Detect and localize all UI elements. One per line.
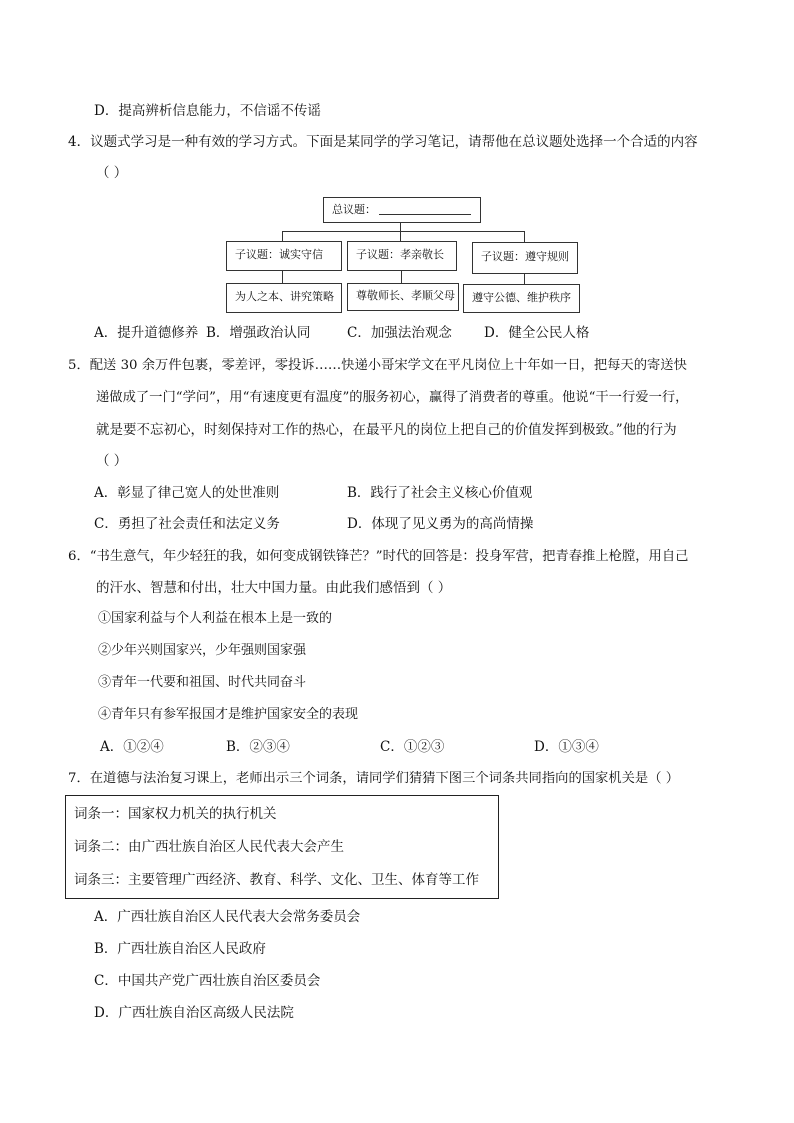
q6-option-d: D．①③④ [534,739,599,755]
q5-option-b: B．践行了社会主义核心价值观 [347,485,533,501]
diagram-connector [282,231,524,232]
q3-option-d: D．提高辨析信息能力，不信谣不传谣 [94,103,321,119]
q6-stem-line-1: 6．“书生意气，年少轻狂的我，如何变成钢铁锋芒？”时代的回答是：投身军营，把青春推上枪膛，用自己 [68,549,689,564]
diagram-leaf-label: 为人之本、讲究策略 [235,290,334,303]
diagram-sub-box-2 [347,241,457,271]
diagram-connector [400,231,401,241]
diagram-leaf-box-3 [463,284,580,313]
q5-option-a: A．彰显了律己宽人的处世准则 [94,485,280,501]
q7-clue-1: 词条一：国家权力机关的执行机关 [74,806,277,822]
diagram-connector [524,231,525,242]
q4-stem: 4．议题式学习是一种有效的学习方式。下面是某同学的学习笔记，请帮他在总议题处选择一个合适的内容 [68,134,698,150]
diagram-connector [282,270,283,283]
q7-clue-box [65,795,499,899]
diagram-sub-label: 子议题：孝亲敬长 [356,248,444,261]
q7-option-d: D．广西壮族自治区高级人民法院 [94,1005,294,1021]
q6-option-c: C．①②③ [380,739,445,755]
diagram-leaf-label: 遵守公德、维护秩序 [472,291,571,304]
q4-option-b: B．增强政治认同 [206,325,311,341]
q7-option-b: B．广西壮族自治区人民政府 [94,941,266,957]
diagram-connector [401,270,402,283]
q5-answer-paren: （ ） [96,453,128,469]
q6-option-b: B．②③④ [226,739,290,755]
q4-option-a: A．提升道德修养 [94,325,199,341]
diagram-sub-label: 子议题：诚实守信 [235,248,323,261]
diagram-connector [400,222,401,231]
q5-option-c: C．勇担了社会责任和法定义务 [94,516,280,532]
q5-stem-line-3: 就是要不忘初心，时刻保持对工作的热心，在最平凡的岗位上把自己的价值发挥到极致。”他的行为 [96,422,677,438]
q5-option-d: D．体现了见义勇为的高尚情操 [347,516,534,532]
q6-item-2: ②少年兴则国家兴，少年强则国家强 [98,643,307,658]
diagram-connector [282,231,283,241]
q4-answer-paren: （ ） [96,165,128,181]
diagram-sub-label: 子议题：遵守规则 [481,250,569,263]
diagram-blank-line [379,214,471,215]
q7-clue-2: 词条二：由广西壮族自治区人民代表大会产生 [74,839,344,855]
diagram-leaf-box-1 [226,283,342,313]
diagram-leaf-box-2 [347,283,459,311]
q6-item-1: ①国家利益与个人利益在根本上是一致的 [98,611,333,626]
q6-stem-line-2: 的汗水、智慧和付出，壮大中国力量。由此我们感悟到（ ） [96,580,452,596]
diagram-main-label: 总议题： [332,203,376,216]
diagram-sub-box-1 [226,241,342,271]
q6-item-4: ④青年只有参军报国才是维护国家安全的表现 [98,707,359,722]
q7-option-c: C．中国共产党广西壮族自治区委员会 [94,973,321,989]
diagram-main-box [323,197,481,223]
q6-item-3: ③青年一代要和祖国、时代共同奋斗 [98,675,307,690]
q7-option-a: A．广西壮族自治区人民代表大会常务委员会 [94,909,361,925]
q7-stem: 7．在道德与法治复习课上，老师出示三个词条，请同学们猜猜下图三个词条共同指向的国家机关是（ ） [68,771,680,786]
q5-stem-line-2: 递做成了一门“学问”，用“有速度更有温度”的服务初心，赢得了消费者的尊重。他说“干一行爱一行， [96,390,689,405]
q6-option-a: A．①②④ [100,739,164,755]
q7-clue-3: 词条三：主要管理广西经济、教育、科学、文化、卫生、体育等工作 [74,872,479,888]
diagram-connector [524,273,525,284]
diagram-leaf-label: 尊敬师长、孝顺父母 [356,289,455,302]
q4-option-c: C．加强法治观念 [347,325,452,341]
q4-option-d: D．健全公民人格 [484,325,590,341]
diagram-sub-box-3 [472,242,578,274]
q5-stem-line-1: 5．配送 30 余万件包裹，零差评，零投诉……快递小哥宋学文在平凡岗位上十年如一日，把每天的寄送快 [68,358,687,373]
